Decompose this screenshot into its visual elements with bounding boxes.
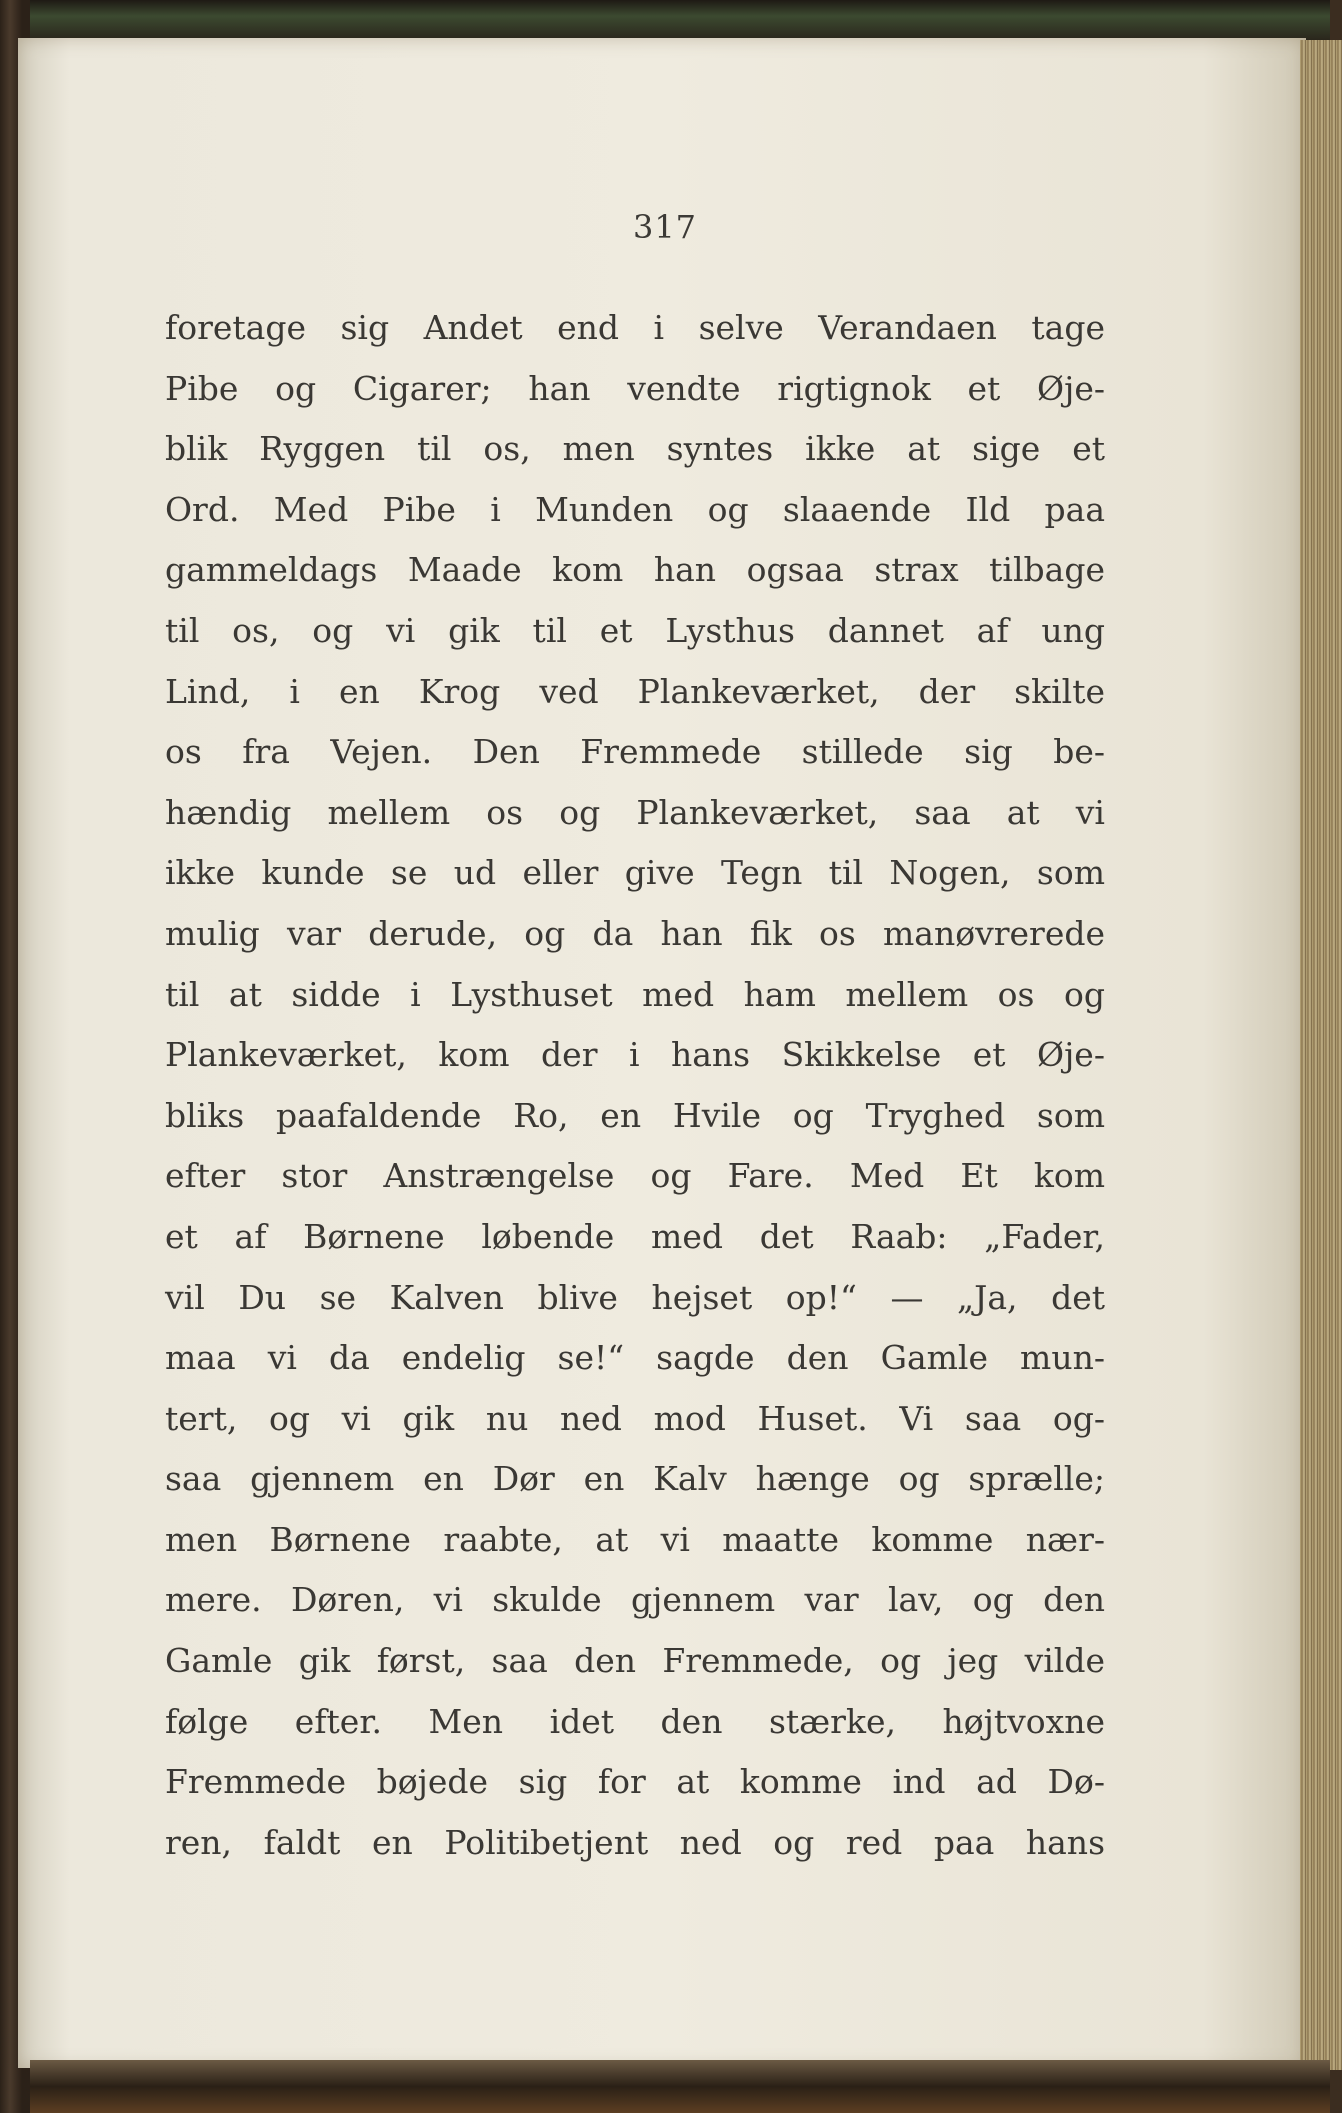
text-line: Plankeværket, kom der i hans Skikkelse et Øje- bbox=[165, 1035, 1105, 1075]
text-line: bliks paafaldende Ro, en Hvile og Tryghed som bbox=[165, 1095, 1105, 1135]
text-line: men Børnene raabte, at vi maatte komme nær- bbox=[165, 1519, 1105, 1559]
page-number: 317 bbox=[632, 208, 698, 246]
text-line: mere. Døren, vi skulde gjennem var lav, og den bbox=[165, 1580, 1105, 1620]
text-line: Lind, i en Krog ved Plankeværket, der skilte bbox=[165, 671, 1105, 711]
text-line: Gamle gik først, saa den Fremmede, og jeg vilde bbox=[165, 1641, 1105, 1681]
text-line: maa vi da endelig se!“ sagde den Gamle mun- bbox=[165, 1338, 1105, 1378]
text-line: ren, faldt en Politibetjent ned og red paa hans bbox=[165, 1822, 1105, 1862]
text-line: hændig mellem os og Plankeværket, saa at vi bbox=[165, 792, 1105, 832]
text-line: Pibe og Cigarer; han vendte rigtignok et Øje- bbox=[165, 368, 1105, 408]
text-line: ikke kunde se ud eller give Tegn til Nogen, som bbox=[165, 853, 1105, 893]
text-line: vil Du se Kalven blive hejset op!“ — „Ja, det bbox=[165, 1277, 1105, 1317]
book-bottom-edge bbox=[30, 2060, 1330, 2113]
text-line: tert, og vi gik nu ned mod Huset. Vi saa og- bbox=[165, 1398, 1105, 1438]
text-line: et af Børnene løbende med det Raab: „Fader, bbox=[165, 1216, 1105, 1256]
text-line: gammeldags Maade kom han ogsaa strax tilbage bbox=[165, 550, 1105, 590]
book-top-edge bbox=[30, 0, 1330, 40]
text-line: saa gjennem en Dør en Kalv hænge og sprælle; bbox=[165, 1459, 1105, 1499]
text-line: foretage sig Andet end i selve Verandaen tage bbox=[165, 308, 1105, 347]
text-line: efter stor Anstrængelse og Fare. Med Et kom bbox=[165, 1156, 1105, 1196]
text-line: følge efter. Men idet den stærke, højtvoxne bbox=[165, 1701, 1105, 1741]
text-line: mulig var derude, og da han fik os manøvrerede bbox=[165, 913, 1105, 953]
text-line: Fremmede bøjede sig for at komme ind ad Dø- bbox=[165, 1762, 1105, 1802]
text-line: Ord. Med Pibe i Munden og slaaende Ild paa bbox=[165, 489, 1105, 529]
text-line: os fra Vejen. Den Fremmede stillede sig be- bbox=[165, 732, 1105, 772]
text-line: til at sidde i Lysthuset med ham mellem os og bbox=[165, 974, 1105, 1014]
body-text bbox=[165, 298, 1105, 1873]
text-line: blik Ryggen til os, men syntes ikke at sige et bbox=[165, 429, 1105, 469]
page-stack-edge bbox=[1300, 40, 1342, 2070]
text-line: til os, og vi gik til et Lysthus dannet af ung bbox=[165, 610, 1105, 650]
